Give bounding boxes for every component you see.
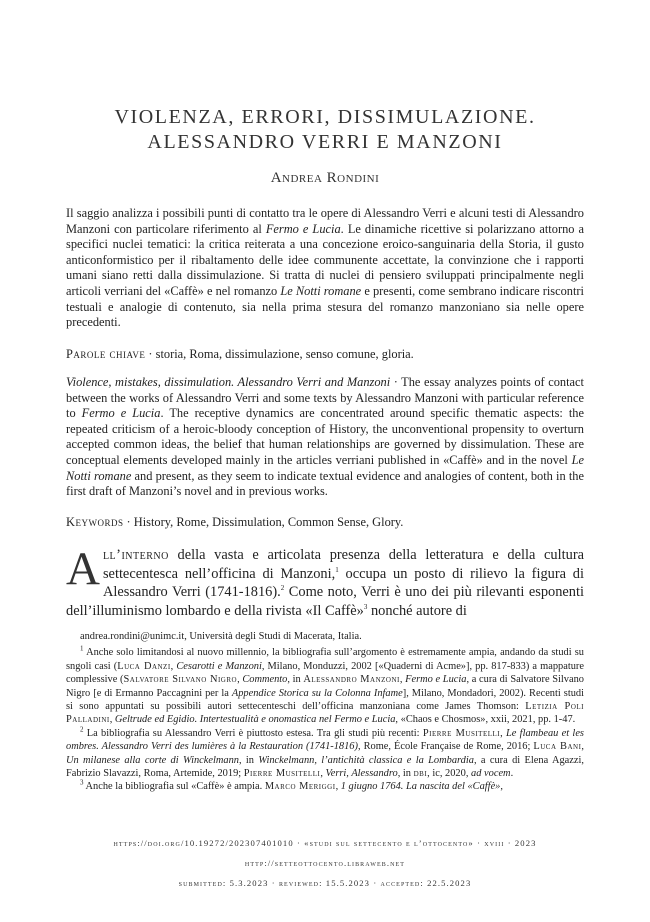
footnote-ref[interactable]: 2 — [280, 584, 285, 593]
drop-cap: A — [66, 543, 100, 595]
footnote-1: $^1$ Anche solo limitandosi al nuovo millennio, la bibliografia sull’argomento è estremamente ampia, andando da studi su sngoli casi (Luca Danzi, Cesarotti e Manzoni, Milano, Monduzzi, 2002 [«Quaderni di Acme»], pp. 817-833) a mappature complessive (Salvatore Silvano Nigro, Commento, in Alessandro Manzoni, Fermo e Lucia, a cura di Salvatore Silvano Nigro [e di Ermanno Paccagnini per la Appendice Storica su la Colonna Infame], Milano, Mondadori, 2002). Recenti studi si sono appuntati su possibili autori settecenteschi dell’officina manzoniana come James Thomson: Letizia Poli Palladini, Geltrude ed Egidio. Intertestualità e onomastica nel Fermo e Lucia, «Chaos e Chosmos», xxii, 2021, pp. 1-47. — [66, 644, 585, 726]
keywords-label: Parole chiave — [66, 347, 146, 361]
footnotes — [66, 630, 584, 794]
keywords-english: Keywords · History, Rome, Dissimulation, Common Sense, Glory. — [66, 515, 404, 529]
abstract-italian: Il saggio analizza i possibili punti di contatto tra le opere di Alessandro Verri e alcuni testi di Alessandro Manzoni con particolare riferimento al Fermo e Lucia. Le dinamiche ricettive si polarizzano attorno a specifici nuclei tematici: la critica reiterata a una concezione eroico-sanguinaria della Storia, il gusto anticonformistico per il ribaltamento delle idee communente accettate, la convinzione che i rapporti umani siano retti dalla dissimulazione. Si tratta di nuclei di pensiero sviluppati principalmente negli articoli verriani del «Caffè» e nel romanzo Le Notti romane e presenti, come sembrano indicare riscontri testuali e analogie di contenuto, sia nella prima stesura del romanzo manzoniano sia nelle opere precedenti. — [66, 206, 585, 330]
keywords-text: History, Rome, Dissimulation, Common Sense, Glory. — [133, 515, 404, 529]
footnote-ref[interactable]: 1 — [335, 565, 339, 574]
body-paragraph: All’interno della vasta e articolata presenza della letteratura e della cultura settecentesca nell’officina di Manzoni,$^1$ occupa un posto di rilievo la figura di Alessandro Verri (1741-1816).$^2$ Come noto, Verri è uno dei più rilevanti esponenti dell’illuminismo lombardo e della rivista «Il Caffè»$^3$ nonché autore di — [66, 543, 584, 619]
work-title: Fermo e Lucia — [81, 406, 161, 421]
footnote-3: $^3$ Anche la bibliografia sul «Caffè» è ampia. Marco Meriggi, 1 giugno 1764. La nascita del «Caffè», — [80, 779, 503, 793]
article-title-line-2: ALESSANDRO VERRI E MANZONI — [147, 131, 503, 153]
english-title: Violence, mistakes, dissimulation. Alessandro Verri and Manzoni — [66, 375, 391, 389]
work-title: Le Notti romane — [66, 452, 584, 483]
footnote-2: $^2$ La bibliografia su Alessandro Verri è piuttosto estesa. Tra gli studi più recenti: Pierre Musitelli, Le flambeau et les ombres. Alessandro Verri des lumières à la Restauration (1741-1816), Rome, École Française de Rome, 2016; Luca Bani, Un milanese alla corte di Winckelmann, in Winckelmann, l’antichità classica e la Lombardia, a cura di Elena Agazzi, Fabrizio Slavazzi, Roma, Artemide, 2019; Pierre Musitelli, Verri, Alessandro, in dbi, ic, 2020, ad vocem. — [66, 725, 585, 780]
work-title: Fermo e Lucia — [265, 221, 341, 236]
article-title-line-1: VIOLENZA, ERRORI, DISSIMULAZIONE. — [114, 106, 536, 128]
abstract-english: Violence, mistakes, dissimulation. Alessandro Verri and Manzoni · The essay analyzes points of contact between the works of Alessandro Verri and some texts by Alessandro Manzoni with particular reference to Fermo e Lucia. The receptive dynamics are concentrated around specific thematic aspects: the repeated criticism of a heroic-bloody conception of History, the unconventional propensity to overturn accepted common ideas, the belief that human relationships are governed by dissimulation. These are conceptual elements developed mainly in the articles verriani published in «Caffè» and in the novel Le Notti romane and present, as they seem to indicate textual evidence and analogies of content, both in the first draft of Manzoni’s novel and in previous works. — [66, 375, 584, 499]
footnote-ref[interactable]: 3 — [363, 602, 368, 611]
keywords-italian: Parole chiave · storia, Roma, dissimulazione, senso comune, gloria. — [66, 347, 414, 361]
keywords-text: storia, Roma, dissimulazione, senso comune, gloria. — [155, 347, 414, 361]
website-link[interactable]: http://setteottocento.libraweb.net — [244, 858, 406, 868]
author-affiliation: andrea.rondini@unimc.it, Università degli Studi di Macerata, Italia. — [80, 631, 362, 642]
keywords-label: Keywords — [66, 515, 124, 529]
work-title: Le Notti romane — [280, 283, 362, 298]
doi-line[interactable]: https://doi.org/10.19272/202307401010 · «studi sul settecento e l’ottocento» · xviii · 2023 — [113, 838, 537, 848]
submission-dates: submitted: 5.3.2023 · reviewed: 15.5.2023 · accepted: 22.5.2023 — [178, 878, 472, 888]
author-name: Andrea Rondini — [270, 170, 380, 186]
